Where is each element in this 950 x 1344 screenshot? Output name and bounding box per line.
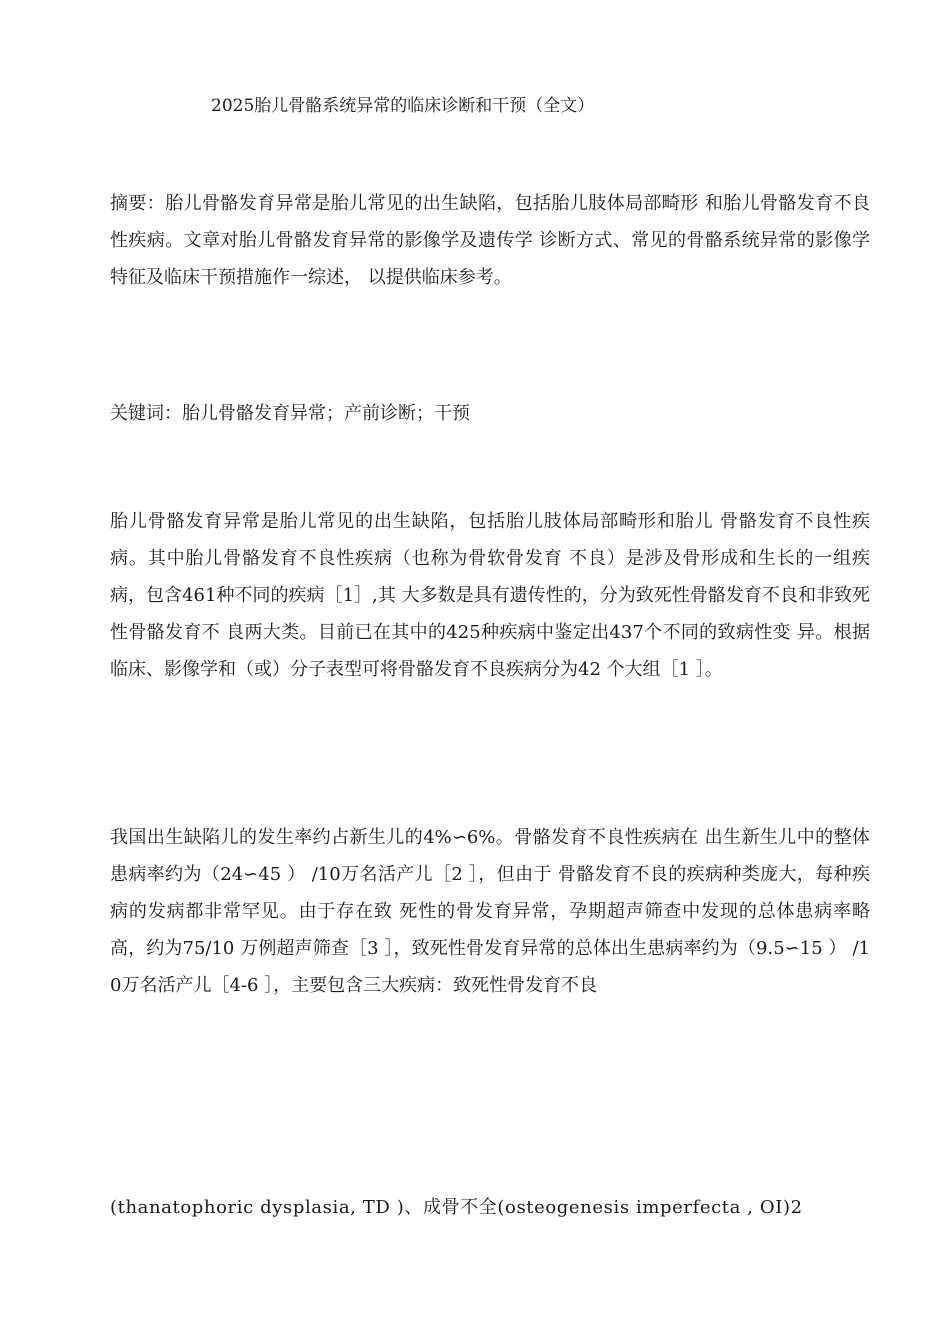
body-paragraph-2: 我国出生缺陷儿的发生率约占新生儿的4%∽6%。骨骼发育不良性疾病在 出生新生儿中的整体患病率约为（24∽45 ） /10万名活产儿［2 ］，但由于 骨骼发育不良的疾病种类庞大，每种疾病的发病都非常罕见。由于存在致 死性的骨发育异常，孕期超声筛查中发现的总体患病率略高，约为75/10 万例超声筛查［3 ］，致死性骨发育异常的总体出生患病率约为（9.5∽15 ） /10万名活产儿［4-6 ］，主要包含三大疾病：致死性骨发育不良: [110, 827, 870, 996]
body-paragraph-3: (thanatophoric dysplasia, TD )、成骨不全(osteogenesis imperfecta , OI)2: [110, 1197, 803, 1218]
body-paragraph-1: 胎儿骨骼发育异常是胎儿常见的出生缺陷，包括胎儿肢体局部畸形和胎儿 骨骼发育不良性疾病。其中胎儿骨骼发育不良性疾病（也称为骨软骨发育 不良）是涉及骨形成和生长的一组疾病，包含461种不同的疾病［1］,其 大多数是具有遗传性的，分为致死性骨骼发育不良和非致死性骨骼发育不 良两大类。目前已在其中的425种疾病中鉴定出437个不同的致病性变 异。根据临床、影像学和（或）分子表型可将骨骼发育不良疾病分为42 个大组［1 ］。: [110, 511, 870, 680]
keywords-line: 关键词：胎儿骨骼发育异常；产前诊断；干预: [110, 403, 470, 424]
document-title: 2025胎儿骨骼系统异常的临床诊断和干预（全文）: [211, 96, 595, 116]
abstract-paragraph: 摘要：胎儿骨骼发育异常是胎儿常见的出生缺陷，包括胎儿肢体局部畸形 和胎儿骨骼发育不良性疾病。文章对胎儿骨骼发育异常的影像学及遗传学 诊断方式、常见的骨骼系统异常的影像学特征及临床干预措施作一综述， 以提供临床参考。: [110, 193, 870, 288]
